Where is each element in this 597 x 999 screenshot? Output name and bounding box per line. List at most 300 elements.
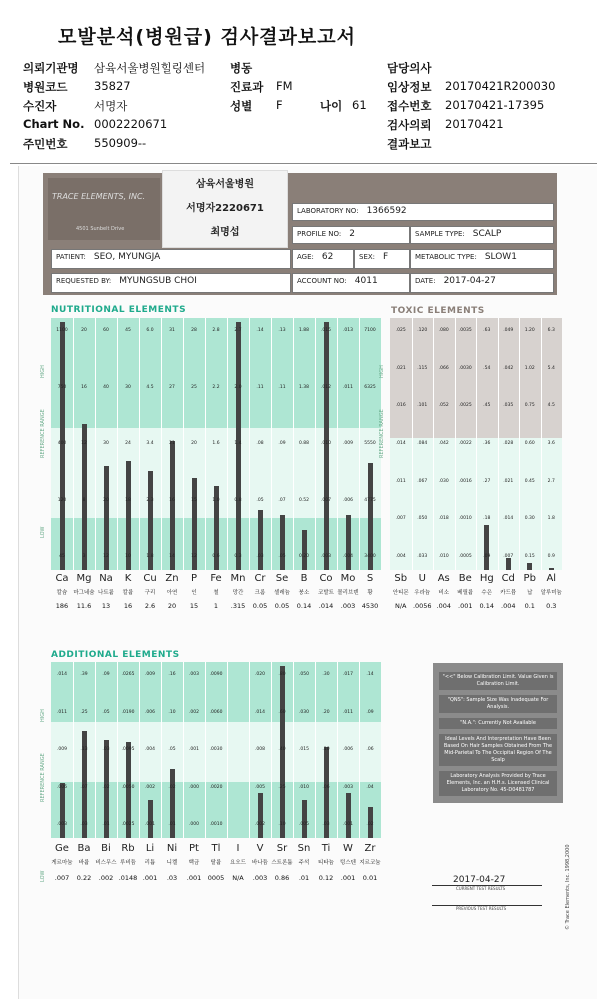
report-title: 모발분석(병원급) 검사결과보고서 <box>58 26 356 48</box>
toxic-tick-label: .0035 <box>458 328 472 333</box>
additional-tick-label: .002 <box>254 822 266 827</box>
nutritional-element-name: 구리 <box>144 590 156 596</box>
additional-tick-label: .25 <box>278 784 286 790</box>
additional-element-symbol: V <box>256 843 264 854</box>
header-value: 61 <box>352 98 367 112</box>
nutritional-side-label: LOW <box>40 526 46 538</box>
nutritional-element-symbol: Co <box>319 573 333 584</box>
nutritional-tick-label: .004 <box>342 554 354 559</box>
nutritional-column-divider <box>117 318 118 570</box>
toxic-element-name: 알루미늄 <box>540 590 562 596</box>
additional-element-value: 0.12 <box>318 874 334 882</box>
nutritional-tick-label: 27 <box>169 384 175 390</box>
toxic-tick-label: .27 <box>483 478 491 484</box>
nutritional-tick-label: .015 <box>320 328 332 333</box>
toxic-element-symbol: Be <box>458 573 472 584</box>
additional-element-value: 0.01 <box>362 874 378 882</box>
toxic-tick-label: .030 <box>438 478 449 484</box>
additional-element-value: 0.22 <box>76 874 92 882</box>
additional-tick-label: .25 <box>80 709 88 715</box>
additional-tick-label: .10 <box>168 709 176 715</box>
additional-tick-label: .0025 <box>121 822 135 827</box>
additional-tick-label: .002 <box>144 784 156 790</box>
nutritional-column-divider <box>293 318 294 570</box>
sticker-line: 최명섭 <box>210 227 240 238</box>
metabolic-type-field: METABOLIC TYPE: SLOW1 <box>410 249 554 269</box>
nutritional-tick-label: .006 <box>342 497 354 503</box>
nutritional-tick-label: 400 <box>57 441 67 446</box>
toxic-element-symbol: Al <box>546 573 557 584</box>
nutritional-element-name: 망간 <box>232 590 244 596</box>
toxic-element-name: 우라늄 <box>414 590 431 596</box>
additional-element-value: 0.86 <box>274 874 290 882</box>
toxic-bar <box>527 563 532 570</box>
nutritional-tick-label: 15 <box>191 497 197 503</box>
additional-element-name: 텅스텐 <box>340 860 356 866</box>
nutritional-element-symbol: S <box>366 573 374 584</box>
nutritional-tick-label: 3 <box>82 554 86 559</box>
nutritional-column-divider <box>139 318 140 570</box>
nutritional-tick-label: .03 <box>256 554 264 559</box>
sticker-line: 서명자2220671 <box>186 203 264 214</box>
additional-element-value: .002 <box>98 874 114 882</box>
toxic-tick-label: 0.60 <box>524 441 535 446</box>
additional-element-name: 니켈 <box>166 860 178 866</box>
additional-tick-label: .003 <box>188 672 200 677</box>
nutritional-element-symbol: Ca <box>55 573 69 584</box>
nutritional-bar <box>302 530 307 570</box>
nutritional-column-divider <box>315 318 316 570</box>
header-value: 서명자 <box>94 99 128 113</box>
nutritional-tick-label: 0.3 <box>234 554 242 559</box>
nutritional-element-value: 11.6 <box>76 602 92 610</box>
nutritional-tick-label: 7100 <box>364 328 376 333</box>
additional-tick-label: .000 <box>188 822 200 827</box>
profile-no-field: PROFILE NO: 2 <box>292 226 410 244</box>
nutritional-tick-label: 1.6 <box>212 441 220 446</box>
additional-column-divider <box>359 662 360 838</box>
toxic-element-name: 베릴륨 <box>457 590 474 596</box>
toxic-tick-label: .010 <box>438 554 449 559</box>
toxic-tick-label: .0016 <box>458 478 472 484</box>
nutritional-element-symbol: Mn <box>230 573 246 584</box>
toxic-tick-label: 0.30 <box>524 516 535 522</box>
additional-element-value: .001 <box>340 874 356 882</box>
nutritional-tick-label: .05 <box>256 497 264 503</box>
toxic-tick-label: .042 <box>503 365 514 371</box>
logo-text: TRACE ELEMENTS, INC. <box>52 192 146 201</box>
toxic-element-value: .001 <box>458 602 473 610</box>
header-label: 접수번호 <box>387 99 432 113</box>
nutritional-tick-label: 2.7 <box>234 328 242 333</box>
additional-tick-label: .017 <box>342 672 354 677</box>
toxic-column-divider <box>519 318 520 570</box>
sample-type-field: SAMPLE TYPE: SCALP <box>410 226 554 244</box>
additional-bar <box>280 666 285 838</box>
additional-element-value: .003 <box>252 874 268 882</box>
additional-element-symbol: Rb <box>121 843 135 854</box>
nutritional-tick-label: .08 <box>256 441 264 446</box>
toxic-tick-label: .120 <box>417 328 428 333</box>
copyright: © Trace Elements, Inc. 1998,2000 <box>565 844 571 930</box>
nutritional-tick-label: 12 <box>191 554 197 559</box>
additional-element-symbol: Ba <box>77 843 91 854</box>
nutritional-tick-label: 12 <box>103 554 109 559</box>
additional-bar <box>60 783 65 838</box>
additional-tick-label: .05 <box>102 709 110 715</box>
divider <box>10 163 597 164</box>
additional-column-divider <box>293 662 294 838</box>
nutritional-column-divider <box>337 318 338 570</box>
additional-bar <box>346 793 351 838</box>
legend-line: "N.A.": Currently Not Available <box>439 718 557 729</box>
additional-tick-label: .0265 <box>121 672 135 677</box>
nutritional-tick-label: 8 <box>82 497 86 503</box>
additional-tick-label: .014 <box>254 709 266 715</box>
nutritional-tick-label: 25 <box>191 384 197 390</box>
additional-bar <box>170 769 175 838</box>
additional-element-value: .01 <box>298 874 310 882</box>
header-value: 35827 <box>94 79 131 93</box>
additional-tick-label: .006 <box>342 747 354 752</box>
nutritional-element-symbol: B <box>300 573 308 584</box>
nutritional-element-value: 20 <box>167 602 177 610</box>
toxic-element-value: .004 <box>501 602 516 610</box>
additional-tick-label: .40 <box>278 747 286 752</box>
additional-tick-label: .005 <box>254 784 266 790</box>
additional-tick-label: .0060 <box>209 709 223 715</box>
toxic-element-value: 0.14 <box>479 602 494 610</box>
additional-title: ADDITIONAL ELEMENTS <box>51 650 180 660</box>
nutritional-tick-label: .11 <box>256 384 264 390</box>
nutritional-element-symbol: Cr <box>254 573 266 584</box>
additional-tick-label: .03 <box>80 822 88 827</box>
additional-tick-label: .03 <box>322 822 330 827</box>
additional-tick-label: .14 <box>366 672 374 677</box>
nutritional-bar <box>346 515 351 570</box>
nutritional-tick-label: 30 <box>103 441 109 446</box>
additional-tick-label: .0090 <box>209 672 223 677</box>
nutritional-tick-label: 10 <box>125 554 131 559</box>
patient-sticker <box>162 170 288 248</box>
nutritional-tick-label: 0.20 <box>298 554 310 559</box>
toxic-tick-label: .0022 <box>458 441 472 446</box>
nutritional-tick-label: 2.2 <box>212 384 220 390</box>
nutritional-side-label: REFERENCE RANGE <box>40 409 46 458</box>
additional-element-name: 티타늄 <box>318 860 334 866</box>
nutritional-column-divider <box>249 318 250 570</box>
nutritional-side-label: HIGH <box>40 365 46 378</box>
nutritional-element-name: 마그네슘 <box>73 590 95 596</box>
header-label: Chart No. <box>23 117 85 131</box>
additional-tick-label: .09 <box>102 672 110 677</box>
nutritional-element-value: 0.05 <box>252 602 268 610</box>
additional-element-value: .001 <box>186 874 202 882</box>
nutritional-element-name: 아연 <box>166 590 178 596</box>
nutritional-tick-label: 16 <box>169 497 175 503</box>
nutritional-band <box>51 318 381 428</box>
additional-tick-label: .60 <box>278 709 286 715</box>
additional-bar <box>302 800 307 838</box>
legend-line: Laboratory Analysis Provided by Trace Elements, Inc. an H.H.s. Licensed Clinical Laboratory No. 45-D0481787 <box>439 771 557 796</box>
header-value: 삼육서울병원힐링센터 <box>94 61 206 75</box>
additional-tick-label: .09 <box>366 709 374 715</box>
nutritional-tick-label: 60 <box>103 328 109 333</box>
additional-tick-label: .80 <box>278 672 286 677</box>
toxic-element-symbol: Pb <box>523 573 536 584</box>
nutritional-tick-label: 2.3 <box>146 497 154 503</box>
nutritional-tick-label: 14 <box>169 554 175 559</box>
nutritional-tick-label: 0.6 <box>212 554 220 559</box>
nutritional-tick-label: 1.0 <box>212 497 220 503</box>
additional-column-divider <box>205 662 206 838</box>
toxic-tick-label: .066 <box>438 365 449 371</box>
additional-tick-label: .050 <box>298 672 310 677</box>
additional-tick-label: .000 <box>188 784 200 790</box>
toxic-element-symbol: U <box>418 573 426 584</box>
nutritional-column-divider <box>227 318 228 570</box>
nutritional-tick-label: .13 <box>278 328 286 333</box>
additional-tick-label: .011 <box>342 709 354 715</box>
toxic-tick-label: .09 <box>483 554 491 559</box>
toxic-element-value: 0.3 <box>546 602 557 610</box>
additional-element-name: 백금 <box>188 860 200 866</box>
additional-bar <box>258 793 263 838</box>
nutritional-tick-label: .14 <box>256 328 264 333</box>
nutritional-tick-label: 20 <box>191 441 197 446</box>
additional-tick-label: .02 <box>102 784 110 790</box>
nutritional-element-value: 13 <box>101 602 111 610</box>
additional-element-name: 주석 <box>298 860 310 866</box>
toxic-tick-label: .067 <box>417 478 428 484</box>
nutritional-element-value: 0.05 <box>274 602 290 610</box>
toxic-element-name: 카드뮴 <box>500 590 517 596</box>
nutritional-tick-label: 16 <box>81 384 87 390</box>
header-value: 20170421 <box>445 117 504 131</box>
additional-side-label: REFERENCE RANGE <box>40 753 46 802</box>
logo-address: 4501 Sunbelt Drive <box>76 226 125 232</box>
toxic-element-name: 수은 <box>481 590 493 596</box>
additional-tick-label: .30 <box>322 672 330 677</box>
nutritional-tick-label: 1.38 <box>298 384 310 390</box>
toxic-tick-label: .025 <box>395 328 406 333</box>
requested-by-field: REQUESTED BY: MYUNGSUB CHOI <box>51 273 291 293</box>
additional-tick-label: .01 <box>102 822 110 827</box>
header-label: 진료과 <box>230 80 264 94</box>
toxic-tick-label: .080 <box>438 328 449 333</box>
nutritional-tick-label: 6325 <box>364 384 376 390</box>
nutritional-tick-label: 6.0 <box>146 328 154 333</box>
additional-tick-label: .03 <box>102 747 110 752</box>
toxic-tick-label: .021 <box>503 478 514 484</box>
additional-element-symbol: Bi <box>101 843 111 854</box>
additional-column-divider <box>315 662 316 838</box>
header-label: 수진자 <box>23 99 57 113</box>
nutritional-element-value: 1 <box>213 602 219 610</box>
toxic-bar <box>506 558 511 570</box>
header-value: 20170421R200030 <box>445 79 556 93</box>
toxic-column-divider <box>455 318 456 570</box>
additional-tick-label: .01 <box>168 822 176 827</box>
additional-bar <box>148 800 153 838</box>
toxic-tick-label: .007 <box>503 554 514 559</box>
toxic-tick-label: .36 <box>483 441 491 446</box>
toxic-column-divider <box>541 318 542 570</box>
toxic-tick-label: .004 <box>395 554 406 559</box>
toxic-tick-label: .052 <box>438 403 449 409</box>
additional-element-name: 리튬 <box>144 860 156 866</box>
toxic-tick-label: .050 <box>417 516 428 522</box>
nutritional-tick-label: .07 <box>278 497 286 503</box>
legend-line: Ideal Levels And Interpretation Have Been Based On Hair Samples Obtained From The Mid-Parietal To The Occipital Region Of The Scalp <box>439 734 557 766</box>
toxic-tick-label: .0010 <box>458 516 472 522</box>
nutritional-element-symbol: Se <box>275 573 289 584</box>
additional-column-divider <box>161 662 162 838</box>
additional-element-symbol: Zr <box>364 843 376 854</box>
nutritional-tick-label: 2.0 <box>234 384 242 390</box>
additional-tick-label: .005 <box>298 822 310 827</box>
legend-box <box>433 663 563 803</box>
nutritional-element-value: 4530 <box>361 602 379 610</box>
toxic-side-label: REFERENCE RANGE <box>379 409 385 458</box>
additional-element-value: .007 <box>54 874 70 882</box>
additional-column-divider <box>139 662 140 838</box>
additional-tick-label: .0020 <box>209 784 223 790</box>
nutritional-element-name: 몰리브덴 <box>337 590 359 596</box>
toxic-tick-label: .014 <box>503 516 514 522</box>
nutritional-tick-label: 45 <box>59 554 65 559</box>
additional-tick-label: .011 <box>56 709 68 715</box>
nutritional-tick-label: 20 <box>81 328 87 333</box>
nutritional-tick-label: 12 <box>81 441 87 446</box>
additional-element-value: .03 <box>166 874 178 882</box>
toxic-tick-label: 1.20 <box>524 328 535 333</box>
additional-tick-label: .06 <box>366 747 374 752</box>
toxic-tick-label: 6.3 <box>547 328 555 333</box>
additional-tick-label: .015 <box>298 747 310 752</box>
account-no-field: ACCOUNT NO: 4011 <box>292 273 410 293</box>
nutritional-column-divider <box>95 318 96 570</box>
toxic-column-divider <box>476 318 477 570</box>
nutritional-tick-label: .012 <box>320 384 332 390</box>
additional-tick-label: .0190 <box>121 709 135 715</box>
toxic-title: TOXIC ELEMENTS <box>391 306 485 316</box>
nutritional-tick-label: .010 <box>320 441 332 446</box>
toxic-tick-label: 0.45 <box>524 478 535 484</box>
header-label: 나이 <box>320 99 343 113</box>
nutritional-tick-label: 18 <box>125 497 131 503</box>
nutritional-bar <box>258 510 263 570</box>
additional-element-symbol: Sr <box>276 843 288 854</box>
additional-tick-label: .02 <box>366 822 374 827</box>
additional-column-divider <box>227 662 228 838</box>
nutritional-title: NUTRITIONAL ELEMENTS <box>51 305 187 315</box>
nutritional-tick-label: .009 <box>342 441 354 446</box>
header-label: 성별 <box>230 99 253 113</box>
additional-tick-label: .06 <box>322 784 330 790</box>
additional-tick-label: .008 <box>254 747 266 752</box>
toxic-tick-label: .033 <box>417 554 428 559</box>
toxic-element-name: 비소 <box>438 590 450 596</box>
header-label: 주민번호 <box>23 137 68 151</box>
header-label: 병동 <box>230 61 253 75</box>
nutritional-element-symbol: Mg <box>76 573 92 584</box>
nutritional-element-name: 나트륨 <box>98 590 114 596</box>
additional-element-value: 0005 <box>207 874 225 882</box>
nutritional-element-symbol: Mo <box>340 573 356 584</box>
nutritional-tick-label: 120 <box>57 497 67 503</box>
additional-tick-label: .001 <box>144 822 156 827</box>
nutritional-tick-label: 1.4 <box>234 441 242 446</box>
additional-tick-label: .16 <box>168 672 176 677</box>
nutritional-tick-label: 3400 <box>364 554 376 559</box>
nutritional-tick-label: 20 <box>103 497 109 503</box>
additional-tick-label: .0010 <box>209 822 223 827</box>
toxic-tick-label: 0.75 <box>524 403 535 409</box>
toxic-tick-label: 1.8 <box>547 516 555 522</box>
nutritional-element-name: 붕소 <box>298 590 310 596</box>
additional-column-divider <box>117 662 118 838</box>
nutritional-tick-label: 45 <box>125 328 131 333</box>
nutritional-element-name: 코발트 <box>318 590 334 596</box>
nutritional-tick-label: 21 <box>169 441 175 446</box>
nutritional-element-name: 철 <box>213 590 219 596</box>
header-label: 의뢰기관명 <box>23 61 79 75</box>
nutritional-tick-label: 30 <box>125 384 131 390</box>
toxic-tick-label: 4.5 <box>547 403 555 409</box>
nutritional-tick-label: .09 <box>278 441 286 446</box>
toxic-element-symbol: Sb <box>394 573 408 584</box>
additional-tick-label: .009 <box>144 672 156 677</box>
toxic-tick-label: .007 <box>395 516 406 522</box>
current-results-label: CURRENT TEST RESULTS <box>456 886 506 891</box>
nutritional-bar <box>236 322 241 570</box>
header-label: 담당의사 <box>387 61 432 75</box>
nutritional-tick-label: .003 <box>320 554 332 559</box>
additional-band <box>51 782 381 838</box>
additional-element-name: 요오드 <box>230 860 246 866</box>
additional-element-name: 바륨 <box>78 860 90 866</box>
nutritional-bar <box>280 515 285 570</box>
additional-element-symbol: Pt <box>189 843 199 854</box>
toxic-tick-label: .63 <box>483 328 491 333</box>
additional-element-name: 스트론튬 <box>271 860 293 866</box>
additional-element-symbol: Li <box>145 843 155 854</box>
additional-element-value: N/A <box>232 874 244 882</box>
additional-element-symbol: Ni <box>166 843 178 854</box>
additional-tick-label: .0030 <box>209 747 223 752</box>
toxic-tick-label: .028 <box>503 441 514 446</box>
additional-column-divider <box>73 662 74 838</box>
additional-element-symbol: I <box>236 843 240 854</box>
header-label: 결과보고 <box>387 137 432 151</box>
nutritional-tick-label: 0.88 <box>298 441 310 446</box>
toxic-element-symbol: Cd <box>501 573 515 584</box>
toxic-element-symbol: As <box>437 573 450 584</box>
additional-element-name: 바나듐 <box>252 860 268 866</box>
toxic-tick-label: .101 <box>417 403 428 409</box>
toxic-tick-label: .45 <box>483 403 491 409</box>
toxic-element-value: .0056 <box>412 602 432 610</box>
toxic-tick-label: .0025 <box>458 403 472 409</box>
nutritional-tick-label: 40 <box>103 384 109 390</box>
nutritional-tick-label: 3.4 <box>146 441 154 446</box>
toxic-bar <box>549 568 554 570</box>
additional-tick-label: .004 <box>144 747 156 752</box>
nutritional-column-divider <box>73 318 74 570</box>
header-label: 검사의뢰 <box>387 118 432 132</box>
nutritional-tick-label: 2.8 <box>212 328 220 333</box>
